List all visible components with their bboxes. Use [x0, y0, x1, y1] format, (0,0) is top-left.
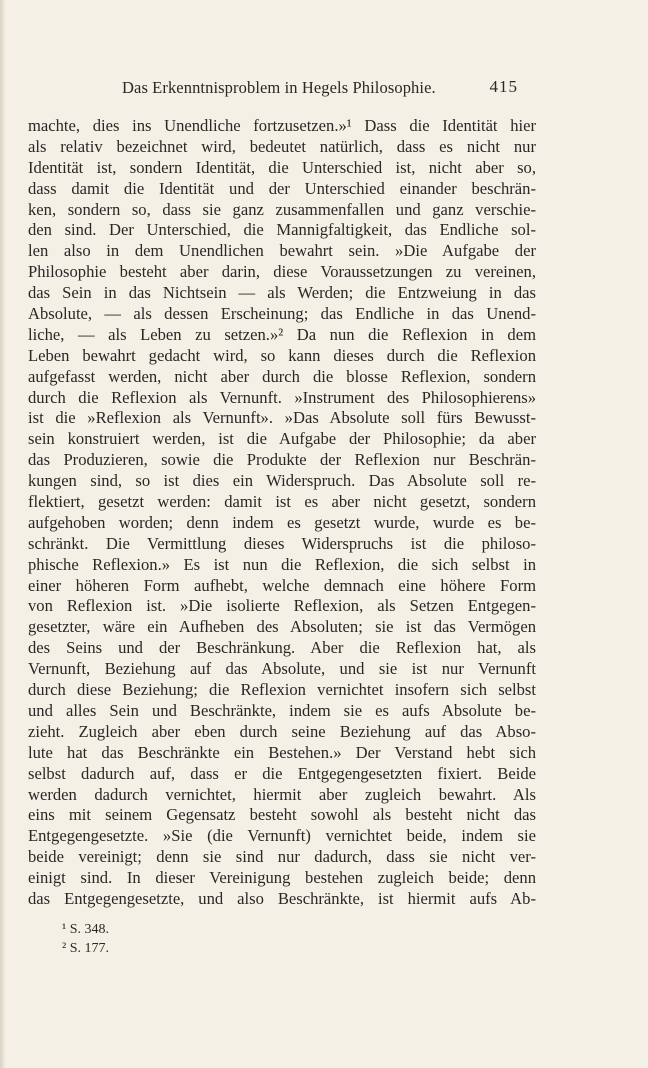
text-line: liche, — als Leben zu setzen.»² Da nun die Reflexion in dem [28, 324, 536, 344]
text-line: lute hat das Beschränkte ein Bestehen.» Der Verstand hebt sich [28, 742, 536, 762]
text-line: len also in dem Unendlichen bewahrt sein. »Die Aufgabe der [28, 241, 536, 261]
text-line: phische Reflexion.» Es ist nun die Reflexion, die sich selbst in [28, 554, 536, 574]
text-line: Philosophie besteht aber darin, diese Voraussetzungen zu vereinen, [28, 262, 536, 282]
text-line: aufgefasst werden, nicht aber durch die blosse Reflexion, sondern [28, 366, 536, 386]
text-line: und alles Sein und Beschränkte, indem sie es aufs Absolute be- [28, 700, 536, 720]
text-line: sein konstruiert werden, ist die Aufgabe der Philosophie; da aber [28, 429, 536, 449]
text-line: von Reflexion ist. »Die isolierte Reflexion, als Setzen Entgegen- [28, 596, 536, 616]
text-line: ken, sondern so, dass sie ganz zusammenfallen und ganz verschie- [28, 199, 536, 219]
page-edge-shadow [0, 0, 6, 1068]
text-line: aufgehoben worden; denn indem es gesetzt wurde, wurde es be- [28, 512, 536, 532]
footnote: ² S. 177. [62, 941, 109, 956]
text-line: eins mit seinem Gegensatz besteht sowohl als besteht nicht das [28, 805, 536, 825]
text-line: Absolute, — als dessen Erscheinung; das Endliche in das Unend- [28, 304, 536, 324]
text-line: schränkt. Die Vermittlung dieses Widerspruchs ist die philoso- [28, 533, 536, 553]
text-line: ist die »Reflexion als Vernunft». »Das Absolute soll fürs Bewusst- [28, 408, 536, 428]
text-line: Vernunft, Beziehung auf das Absolute, und sie ist nur Vernunft [28, 659, 536, 679]
text-line: einer höheren Form aufhebt, welche demnach eine höhere Form [28, 575, 536, 595]
text-line: Identität ist, sondern Identität, die Unterschied ist, nicht aber so, [28, 157, 536, 177]
text-line: kungen sind, so ist dies ein Widerspruch. Das Absolute soll re- [28, 471, 536, 491]
text-line: als relativ bezeichnet wird, bedeutet natürlich, dass es nicht nur [28, 136, 536, 156]
text-line: gesetzter, wäre ein Aufheben des Absoluten; sie ist das Vermögen [28, 617, 536, 637]
text-line: das Produzieren, sowie die Produkte der Reflexion nur Beschrän- [28, 450, 536, 470]
text-line: das Sein in das Nichtsein — als Werden; die Entzweiung in das [28, 283, 536, 303]
text-line: machte, dies ins Unendliche fortzusetzen.»¹ Dass die Identität hier [28, 116, 536, 135]
text-line: Entgegengesetzte. »Sie (die Vernunft) vernichtet beide, indem sie [28, 826, 536, 846]
body-text [28, 116, 536, 910]
text-line: selbst dadurch auf, dass er die Entgegengesetzten fixiert. Beide [28, 763, 536, 783]
text-line: des Seins und der Beschränkung. Aber die Reflexion hat, als [28, 638, 536, 658]
page-number: 415 [489, 77, 518, 96]
footnote: ¹ S. 348. [62, 922, 109, 937]
text-line: durch die Reflexion als Vernunft. »Instrument des Philosophierens» [28, 387, 536, 407]
running-title: Das Erkenntnisproblem in Hegels Philosophie. [122, 78, 436, 97]
text-line: zieht. Zugleich aber eben durch seine Beziehung auf das Abso- [28, 721, 536, 741]
text-line: werden dadurch vernichtet, hiermit aber zugleich bewahrt. Als [28, 784, 536, 804]
text-line: Leben bewahrt gedacht wird, so kann dieses durch die Reflexion [28, 345, 536, 365]
text-line: flektiert, gesetzt werden: damit ist es aber nicht gesetzt, sondern [28, 492, 536, 512]
text-line: dass damit die Identität und der Unterschied einander beschrän- [28, 178, 536, 198]
text-line: beide vereinigt; denn sie sind nur dadurch, dass sie nicht ver- [28, 847, 536, 867]
page-header [28, 78, 518, 100]
footnotes [62, 920, 109, 958]
text-line: durch diese Beziehung; die Reflexion vernichtet insofern sich selbst [28, 680, 536, 700]
text-line: einigt sind. In dieser Vereinigung bestehen zugleich beide; denn [28, 868, 536, 888]
text-line: das Entgegengesetzte, und also Beschränkte, ist hiermit aufs Ab- [28, 888, 536, 908]
text-line: den sind. Der Unterschied, die Mannigfaltigkeit, das Endliche sol- [28, 220, 536, 240]
